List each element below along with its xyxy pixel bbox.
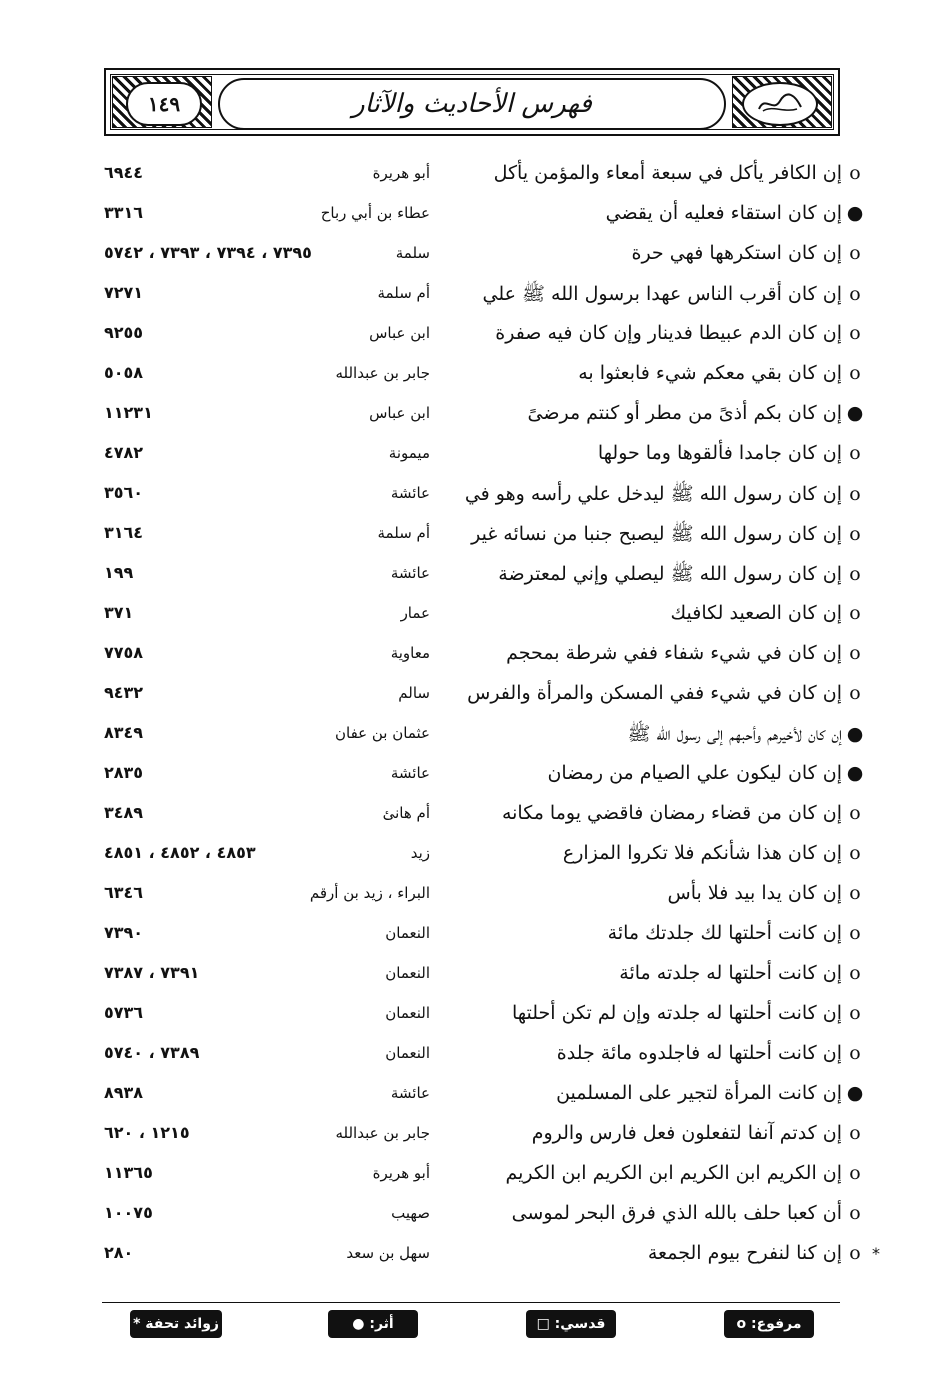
index-row	[0, 958, 944, 998]
reference-numbers: ٧٧٥٨	[104, 643, 144, 662]
reference-numbers: ٦٩٤٤	[104, 163, 144, 182]
hadith-text-content: إن كان استكرهها فهي حرة	[631, 242, 842, 264]
narrator-name: سهل بن سعد	[346, 1244, 430, 1262]
narrator-name: عائشة	[390, 1084, 430, 1102]
index-list	[0, 158, 944, 1278]
hadith-text-content: إن كان في شيء شفاء ففي شرطة بمحجم	[506, 642, 842, 664]
index-row	[0, 718, 944, 758]
marfu-mark-icon: o	[849, 483, 861, 505]
narrator-name: عائشة	[390, 764, 430, 782]
hadith-text-content: إن كان بقي معكم شيء فابعثوا به	[578, 362, 842, 384]
hadith-text	[671, 602, 864, 624]
page-title: فهرس الأحاديث والآثار	[352, 89, 592, 119]
legend-athar: أثر: ●	[328, 1310, 418, 1338]
legend-marfu: مرفوع: o	[724, 1310, 814, 1338]
hadith-text	[619, 962, 864, 984]
hadith-text-content: إن كانت أحلتها لك جلدتك مائة	[607, 922, 842, 944]
hadith-text	[465, 482, 864, 510]
index-row	[0, 1198, 944, 1238]
marfu-mark-icon: o	[849, 1202, 861, 1224]
narrator-name: النعمان	[385, 924, 430, 942]
hadith-text-content: إن كان في شيء ففي المسكن والمرأة والفرس	[467, 682, 842, 704]
index-row	[0, 1238, 944, 1278]
hadith-text-content: إن كان من قضاء رمضان فاقضي يوما مكانه	[501, 802, 842, 824]
narrator-name: صهيب	[391, 1204, 430, 1222]
reference-numbers: ٧٣٨٩ ، ٥٧٤٠	[104, 1043, 200, 1062]
hadith-text	[512, 1002, 864, 1024]
narrator-name: عطاء بن أبي رباح	[320, 204, 430, 222]
reference-numbers: ٧٣٩١ ، ٧٣٨٧	[104, 963, 200, 982]
reference-numbers: ٥٧٣٦	[104, 1003, 144, 1022]
hadith-text-content: إن كان ليكون علي الصيام من رمضان	[547, 762, 842, 784]
marfu-mark-icon: o	[849, 442, 861, 464]
title-band	[218, 78, 726, 130]
narrator-name: أم سلمة	[377, 284, 430, 302]
hadith-text	[494, 162, 864, 184]
page-number-badge	[126, 82, 202, 126]
marfu-mark-icon: o	[849, 563, 861, 585]
hadith-text	[631, 242, 864, 264]
index-row	[0, 438, 944, 478]
hadith-text-content: إن كنا لنفرح بيوم الجمعة	[647, 1242, 842, 1264]
reference-numbers: ٥٠٥٨	[104, 363, 144, 382]
reference-numbers: ٧٣٩٠	[104, 923, 144, 942]
athar-mark-icon: ●	[846, 202, 864, 224]
index-row	[0, 798, 944, 838]
hadith-text	[512, 1202, 864, 1224]
index-row	[0, 1078, 944, 1118]
marfu-mark-icon: o	[849, 162, 861, 184]
marfu-mark-icon: o	[849, 1242, 861, 1264]
reference-numbers: ٣٧١	[104, 603, 134, 622]
hadith-text	[547, 762, 864, 784]
reference-numbers: ٣٣١٦	[104, 203, 144, 222]
index-row	[0, 358, 944, 398]
narrator-name: أبو هريرة	[372, 1164, 430, 1182]
marfu-mark-icon: o	[849, 1122, 861, 1144]
index-row	[0, 638, 944, 678]
narrator-name: ميمونة	[388, 444, 430, 462]
index-row	[0, 398, 944, 438]
index-row	[0, 158, 944, 198]
legend-zawaid: زوائد تحفة *	[130, 1310, 222, 1338]
narrator-name: ابن عباس	[369, 404, 430, 422]
marfu-mark-icon: o	[849, 922, 861, 944]
reference-numbers: ٨٣٤٩	[104, 723, 144, 742]
marfu-mark-icon: o	[849, 1162, 861, 1184]
hadith-text-content: إن كان رسول الله ﷺ ليصلي وإني لمعترضة	[498, 563, 842, 585]
hadith-text	[498, 562, 864, 590]
hadith-text-content: إن كان يدا بيد فلا بأس	[667, 882, 842, 904]
narrator-name: أم سلمة	[377, 524, 430, 542]
hadith-text	[598, 442, 864, 464]
index-row	[0, 838, 944, 878]
index-row	[0, 558, 944, 598]
narrator-name: معاوية	[390, 644, 430, 662]
marfu-mark-icon: o	[849, 602, 861, 624]
reference-numbers: ١٠٠٧٥	[104, 1203, 153, 1222]
hadith-text	[668, 882, 864, 904]
hadith-text-content: إن كدتم آنفا لتفعلون فعل فارس والروم	[531, 1122, 842, 1144]
reference-numbers: ١٩٩	[104, 563, 134, 582]
calligraphy-logo-icon	[755, 91, 805, 117]
index-row	[0, 318, 944, 358]
narrator-name: عمار	[400, 604, 430, 622]
athar-mark-icon: ●	[846, 402, 864, 424]
hadith-text-content: إن كانت أحلتها له جلدته وإن لم تكن أحلتها	[511, 1002, 842, 1024]
index-row	[0, 598, 944, 638]
reference-numbers: ٧٣٩٥ ، ٧٣٩٤ ، ٧٣٩٣ ، ٥٧٤٢	[104, 243, 312, 262]
index-row	[0, 678, 944, 718]
hadith-text	[606, 202, 864, 224]
hadith-text-content: إن كان الصعيد لكافيك	[670, 602, 842, 624]
index-row	[0, 518, 944, 558]
hadith-text	[505, 1162, 864, 1184]
hadith-text-content: إن كان جامدا فألقوها وما حولها	[597, 442, 842, 464]
reference-numbers: ٦٣٤٦	[104, 883, 144, 902]
hadith-text	[648, 1242, 864, 1264]
hadith-text	[556, 1082, 864, 1104]
marfu-mark-icon: o	[849, 962, 861, 984]
athar-mark-icon: ●	[846, 723, 864, 745]
index-row	[0, 278, 944, 318]
athar-mark-icon: ●	[846, 1082, 864, 1104]
reference-numbers: ١١٢٣١	[104, 403, 153, 422]
narrator-name: عائشة	[390, 564, 430, 582]
index-row	[0, 1158, 944, 1198]
hadith-text-content: إن كان بكم أذىً من مطر أو كنتم مرضىً	[527, 402, 842, 424]
publisher-logo	[742, 82, 818, 126]
hadith-text-content: إن كان هذا شأنكم فلا تكروا المزارع	[562, 842, 842, 864]
hadith-text-content: إن كانت أحلتها له فاجلدوه مائة جلدة	[556, 1042, 842, 1064]
reference-numbers: ٣٤٨٩	[104, 803, 144, 822]
hadith-text	[495, 322, 864, 344]
hadith-text	[506, 642, 864, 664]
reference-numbers: ٣٥٦٠	[104, 483, 144, 502]
hadith-text-content: إن الكافر يأكل في سبعة أمعاء والمؤمن يأكل	[493, 162, 842, 184]
hadith-text	[608, 922, 864, 944]
narrator-name: عثمان بن عفان	[335, 724, 430, 742]
narrator-name: جابر بن عبدالله	[335, 1124, 430, 1142]
athar-mark-icon: ●	[846, 762, 864, 784]
narrator-name: أبو هريرة	[372, 164, 430, 182]
hadith-text	[628, 722, 864, 750]
reference-numbers: ٢٨٠	[104, 1243, 134, 1262]
reference-numbers: ١٢١٥ ، ٦٢٠	[104, 1123, 190, 1142]
marfu-mark-icon: o	[849, 362, 861, 384]
index-row	[0, 238, 944, 278]
index-row	[0, 878, 944, 918]
reference-numbers: ٣١٦٤	[104, 523, 144, 542]
reference-numbers: ٤٧٨٢	[104, 443, 144, 462]
hadith-text	[471, 522, 864, 550]
hadith-text	[502, 802, 864, 824]
reference-numbers: ٧٢٧١	[104, 283, 144, 302]
narrator-name: النعمان	[385, 1044, 430, 1062]
marfu-mark-icon: o	[849, 1042, 861, 1064]
narrator-name: ابن عباس	[369, 324, 430, 342]
hadith-text	[467, 682, 864, 704]
reference-numbers: ٨٩٣٨	[104, 1083, 144, 1102]
page-header	[104, 68, 840, 136]
hadith-text-content: إن كان استقاء فعليه أن يقضي	[605, 202, 842, 224]
hadith-text	[532, 1122, 864, 1144]
marfu-mark-icon: o	[849, 283, 861, 305]
hadith-text-content: أن كعبا حلف بالله الذي فرق البحر لموسى	[511, 1202, 842, 1224]
reference-numbers: ٤٨٥٣ ، ٤٨٥٢ ، ٤٨٥١	[104, 843, 256, 862]
hadith-text-content: إن الكريم ابن الكريم ابن الكريم ابن الكريم	[505, 1162, 842, 1184]
hadith-text-content: إن كانت المرأة لتجير على المسلمين	[556, 1082, 842, 1104]
hadith-text-content: إن كان أقرب الناس عهدا برسول الله ﷺ علي	[482, 283, 842, 305]
index-row	[0, 1118, 944, 1158]
narrator-name: جابر بن عبدالله	[335, 364, 430, 382]
narrator-name: زيد	[410, 844, 430, 862]
marfu-mark-icon: o	[849, 523, 861, 545]
marfu-mark-icon: o	[849, 802, 861, 824]
marfu-mark-icon: o	[849, 842, 861, 864]
hadith-text	[578, 362, 864, 384]
hadith-text-content: إن كان رسول الله ﷺ ليصبح جنبا من نسائه غير	[471, 523, 842, 545]
reference-numbers: ٢٨٣٥	[104, 763, 144, 782]
marfu-mark-icon: o	[849, 242, 861, 264]
hadith-text	[557, 1042, 864, 1064]
marfu-mark-icon: o	[849, 1002, 861, 1024]
reference-numbers: ٩٤٣٢	[104, 683, 144, 702]
hadith-text-content: إن كان الدم عبيطا فدينار وإن كان فيه صفرة	[495, 322, 842, 344]
zawaid-star-icon: *	[872, 1244, 880, 1263]
narrator-name: سلمة	[395, 244, 430, 262]
index-row	[0, 198, 944, 238]
narrator-name: سالم	[398, 684, 430, 702]
index-row	[0, 478, 944, 518]
index-row	[0, 918, 944, 958]
narrator-name: عائشة	[390, 484, 430, 502]
index-row	[0, 1038, 944, 1078]
narrator-name: البراء ، زيد بن أرقم	[309, 884, 430, 902]
narrator-name: النعمان	[385, 964, 430, 982]
marfu-mark-icon: o	[849, 642, 861, 664]
hadith-text	[527, 402, 864, 424]
index-row	[0, 758, 944, 798]
reference-numbers: ٩٢٥٥	[104, 323, 144, 342]
marfu-mark-icon: o	[849, 682, 861, 704]
marfu-mark-icon: o	[849, 882, 861, 904]
hadith-text-content: إن كان رسول الله ﷺ ليدخل علي رأسه وهو في	[464, 483, 842, 505]
narrator-name: النعمان	[385, 1004, 430, 1022]
index-row	[0, 998, 944, 1038]
page-number: ١٤٩	[147, 92, 181, 116]
footer-divider	[102, 1302, 840, 1303]
reference-numbers: ١١٣٦٥	[104, 1163, 153, 1182]
hadith-text	[563, 842, 864, 864]
hadith-text-content: إن كان لأخيرهم وأحبهم إلى رسول الله ﷺ	[627, 723, 842, 745]
narrator-name: أم هانئ	[382, 804, 430, 822]
hadith-text-content: إن كانت أحلتها له جلدته مائة	[619, 962, 842, 984]
marfu-mark-icon: o	[849, 322, 861, 344]
hadith-text	[483, 282, 864, 310]
legend-qudsi: قدسي: □	[526, 1310, 616, 1338]
